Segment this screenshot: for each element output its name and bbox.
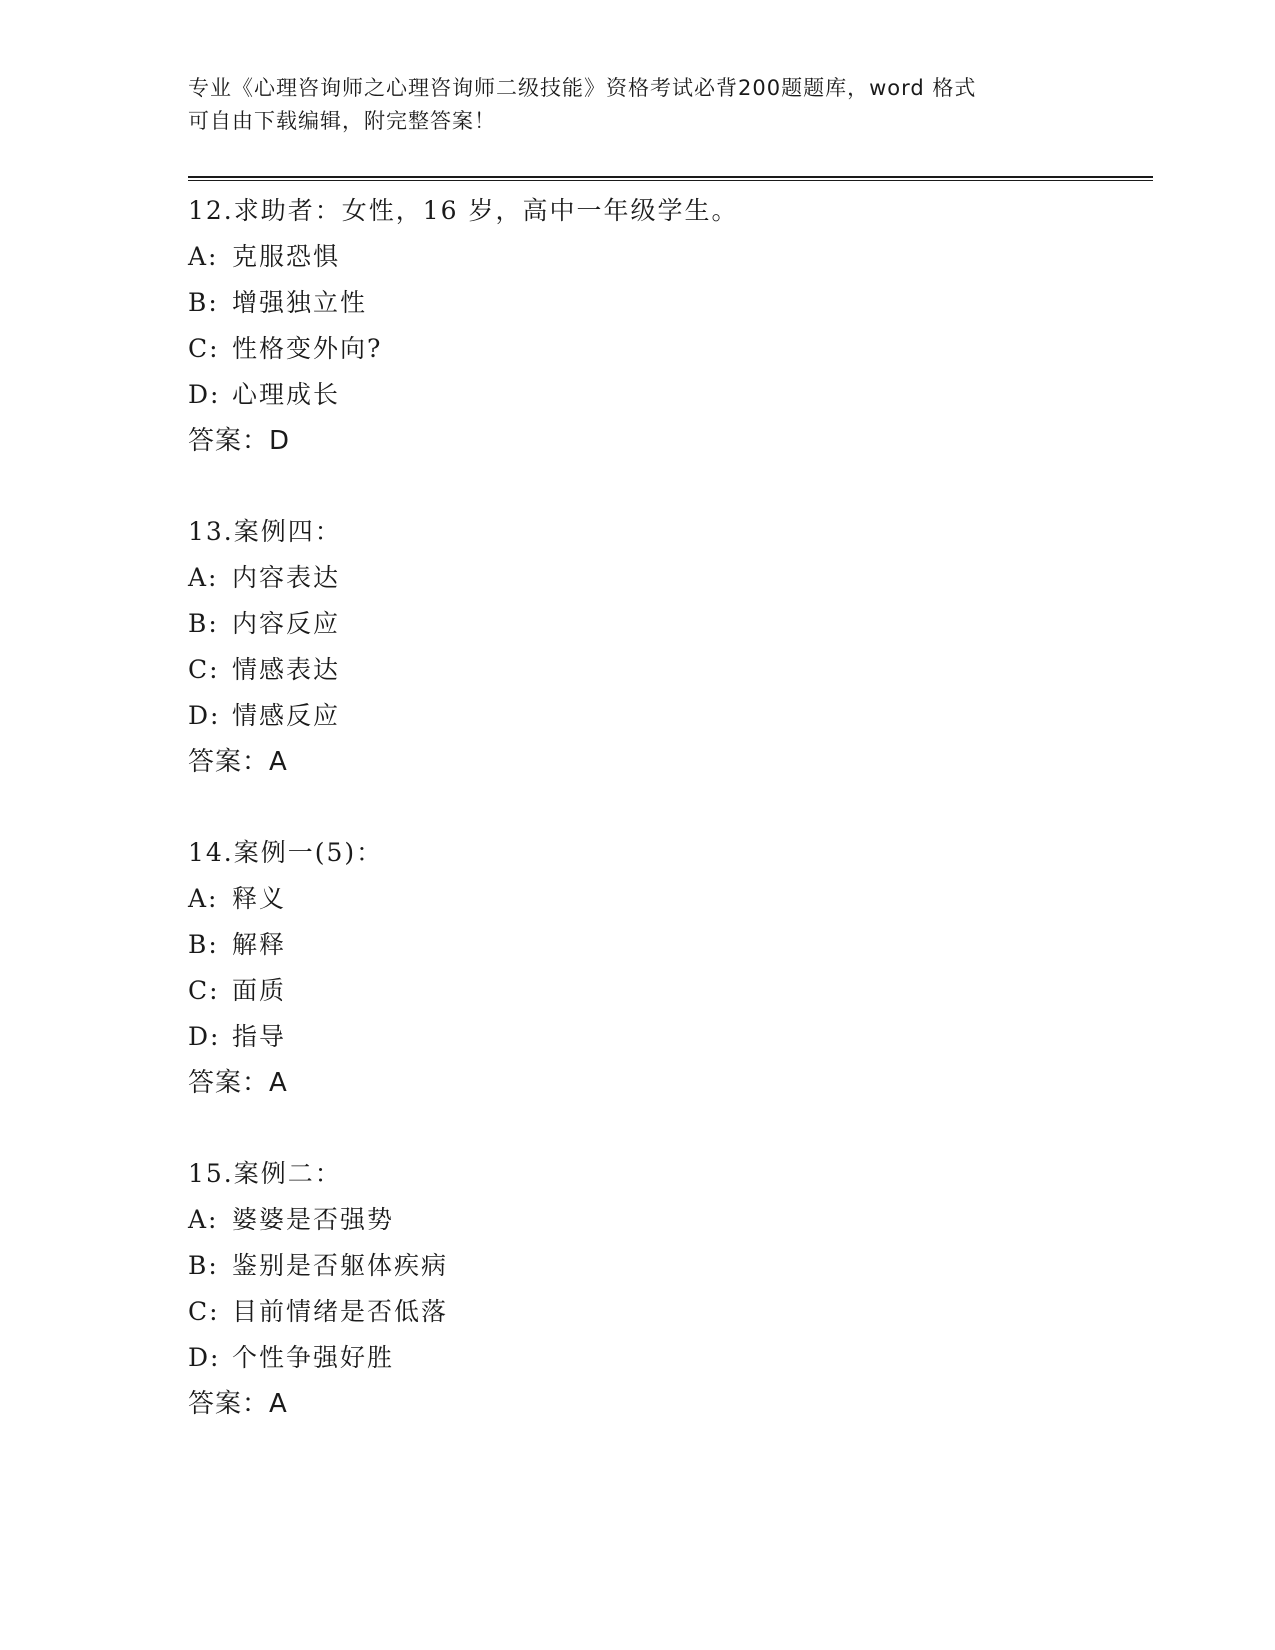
option-text: 个性争强好胜 [232, 1343, 395, 1372]
option-c [188, 326, 1148, 372]
header-line-2: 可自由下载编辑，附完整答案！ [188, 109, 496, 133]
option-text: 指导 [232, 1022, 287, 1051]
option-letter: B: [188, 1251, 219, 1280]
option-b [188, 922, 1148, 968]
option-text: 情感表达 [232, 655, 341, 684]
option-c [188, 647, 1148, 693]
question-item [188, 830, 1148, 1106]
option-d [188, 1335, 1148, 1381]
option-letter: A: [188, 242, 219, 271]
option-b [188, 601, 1148, 647]
answer-value: A [269, 1068, 288, 1098]
option-letter: C: [188, 1297, 220, 1326]
header-line-1: 专业《心理咨询师之心理咨询师二级技能》资格考试必背200题题库，word 格式 [188, 76, 977, 100]
question-title: 13.案例四： [188, 517, 342, 546]
answer-line [188, 418, 1148, 464]
question-item [188, 188, 1148, 464]
option-text: 情感反应 [232, 701, 341, 730]
answer-line [188, 739, 1148, 785]
option-letter: D: [188, 1022, 221, 1051]
option-letter: C: [188, 655, 220, 684]
answer-value: A [269, 747, 288, 777]
answer-label: 答案： [188, 747, 270, 777]
option-text: 增强独立性 [232, 288, 368, 317]
option-letter: D: [188, 1343, 221, 1372]
answer-label: 答案： [188, 1389, 270, 1419]
option-text: 婆婆是否强势 [232, 1205, 395, 1234]
option-text: 目前情绪是否低落 [232, 1297, 449, 1326]
answer-line [188, 1060, 1148, 1106]
option-letter: C: [188, 334, 220, 363]
option-c [188, 1289, 1148, 1335]
question-item [188, 509, 1148, 785]
option-a [188, 234, 1148, 280]
answer-label: 答案： [188, 1068, 270, 1098]
question-title: 14.案例一(5)： [188, 838, 384, 867]
option-letter: A: [188, 1205, 219, 1234]
option-text: 面质 [232, 976, 287, 1005]
answer-value: D [269, 426, 291, 456]
option-text: 鉴别是否躯体疾病 [232, 1251, 449, 1280]
option-letter: A: [188, 884, 219, 913]
option-d [188, 693, 1148, 739]
option-text: 解释 [232, 930, 287, 959]
option-letter: B: [188, 609, 219, 638]
question-item [188, 1151, 1148, 1427]
option-b [188, 280, 1148, 326]
option-letter: D: [188, 701, 221, 730]
option-a [188, 876, 1148, 922]
answer-line [188, 1381, 1148, 1427]
option-c [188, 968, 1148, 1014]
option-d [188, 372, 1148, 418]
question-list [188, 188, 1148, 1472]
question-title: 15.案例二： [188, 1159, 342, 1188]
option-letter: B: [188, 930, 219, 959]
option-b [188, 1243, 1148, 1289]
option-text: 心理成长 [232, 380, 341, 409]
option-text: 克服恐惧 [232, 242, 341, 271]
option-letter: D: [188, 380, 221, 409]
header-divider [188, 176, 1153, 181]
option-letter: C: [188, 976, 220, 1005]
option-d [188, 1014, 1148, 1060]
page-header [188, 72, 1088, 138]
option-letter: B: [188, 288, 219, 317]
option-text: 性格变外向? [232, 334, 383, 363]
answer-value: A [269, 1389, 288, 1419]
option-letter: A: [188, 563, 219, 592]
option-a [188, 1197, 1148, 1243]
question-title: 12.求助者：女性，16 岁，高中一年级学生。 [188, 196, 739, 225]
option-text: 释义 [232, 884, 287, 913]
option-text: 内容表达 [232, 563, 341, 592]
option-a [188, 555, 1148, 601]
option-text: 内容反应 [232, 609, 341, 638]
answer-label: 答案： [188, 426, 270, 456]
